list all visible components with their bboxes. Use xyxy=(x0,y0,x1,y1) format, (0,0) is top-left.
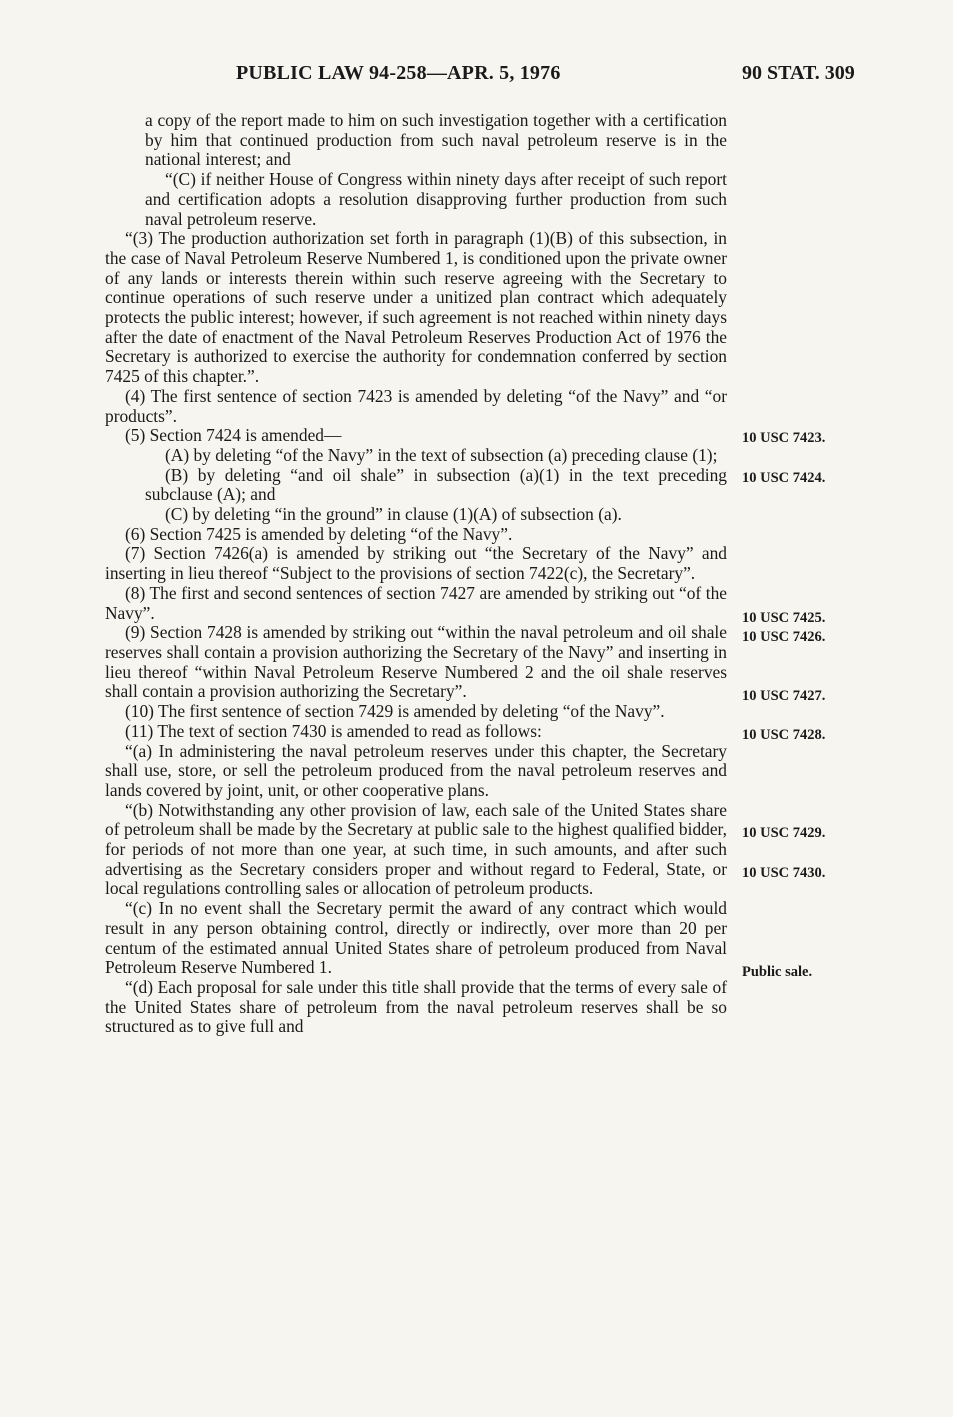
paragraph-7: (7) Section 7426(a) is amended by striking out “the Secretary of the Navy” and inserting in lieu thereof “Subject to the provisions of section 7422(c), the Secretary”. xyxy=(105,543,727,584)
paragraph-5: (5) Section 7424 is amended— xyxy=(125,425,342,446)
margin-note-7429: 10 USC 7429. xyxy=(742,825,826,841)
margin-note-7430: 10 USC 7430. xyxy=(742,865,826,881)
margin-note-public-sale: Public sale. xyxy=(742,964,813,980)
paragraph-4: (4) The first sentence of section 7423 is amended by deleting “of the Navy” and “or products”. xyxy=(105,385,727,426)
paragraph-9: (9) Section 7428 is amended by striking out “within the naval petroleum and oil shale reserves shall contain a provision authorizing the Secretary of the Navy” and inserting in lieu thereof “within Naval Petroleum Reserve Numbered 2 and the oil shale reserves shall contain a provision authorizing the Secretary”. xyxy=(105,622,727,702)
paragraph-5a: (A) by deleting “of the Navy” in the text of subsection (a) preceding clause (1); xyxy=(165,444,718,465)
paragraph-11a: “(a) In administering the naval petroleum reserves under this chapter, the Secretary shall use, store, or sell the petroleum produced from the naval petroleum reserves and lands covered by joint, unit, or other cooperative plans. xyxy=(105,740,727,800)
page-header xyxy=(0,62,953,92)
margin-note-7428: 10 USC 7428. xyxy=(742,727,826,743)
paragraph-clause-c: “(C) if neither House of Congress within ninety days after receipt of such report and certification adopts a resolution disapproving further production from such naval petroleum reserve. xyxy=(145,169,727,229)
paragraph-11c: “(c) In no event shall the Secretary permit the award of any contract which would result in any person obtaining control, directly or indirectly, over more than 20 per centum of the estimated annual United States share of petroleum produced from Naval Petroleum Reserve Numbered 1. xyxy=(105,898,727,978)
paragraph-10: (10) The first sentence of section 7429 is amended by deleting “of the Navy”. xyxy=(125,701,665,722)
paragraph-11b: “(b) Notwithstanding any other provision of law, each sale of the United States share of petroleum shall be made by the Secretary at public sale to the highest qualified bidder, for periods of not more than one year, at such time, in such amounts, and after such advertising as the Secretary considers proper and without regard to Federal, State, or local regulations controlling sales or allocation of petroleum products. xyxy=(105,799,727,899)
margin-note-7425: 10 USC 7425. xyxy=(742,610,826,626)
paragraph-5c: (C) by deleting “in the ground” in clause (1)(A) of subsection (a). xyxy=(165,504,622,525)
paragraph-11: (11) The text of section 7430 is amended to read as follows: xyxy=(125,720,542,741)
page-title: PUBLIC LAW 94-258—APR. 5, 1976 xyxy=(236,62,561,84)
statute-page-number: 90 STAT. 309 xyxy=(742,62,855,84)
body-text xyxy=(105,111,727,1037)
margin-note-7427: 10 USC 7427. xyxy=(742,688,826,704)
margin-note-7424: 10 USC 7424. xyxy=(742,470,826,486)
paragraph-8: (8) The first and second sentences of section 7427 are amended by striking out “of the Navy”. xyxy=(105,582,727,623)
margin-note-7423: 10 USC 7423. xyxy=(742,430,826,446)
paragraph-continuation: a copy of the report made to him on such investigation together with a certification by him that continued production from such naval petroleum reserve is in the national interest; and xyxy=(145,110,727,170)
paragraph-5b: (B) by deleting “and oil shale” in subsection (a)(1) in the text preceding subclause (A); and xyxy=(145,464,727,505)
margin-note-7426: 10 USC 7426. xyxy=(742,629,826,645)
paragraph-11d: “(d) Each proposal for sale under this title shall provide that the terms of every sale of the United States share of petroleum from the naval petroleum reserves shall be so structured as to give full and xyxy=(105,976,727,1037)
paragraph-3: “(3) The production authorization set forth in paragraph (1)(B) of this subsection, in the case of Naval Petroleum Reserve Numbered 1, is conditioned upon the private owner of any lands or interests therein within such reserve agreeing with the Secretary to continue operations of such reserve under a unitized plan contract which adequately protects the public interest; however, if such agreement is not reached within ninety days after the date of enactment of the Naval Petroleum Reserves Production Act of 1976 the Secretary is authorized to exercise the authority for condemnation conferred by section 7425 of this chapter.”. xyxy=(105,228,727,387)
paragraph-6: (6) Section 7425 is amended by deleting “of the Navy”. xyxy=(125,523,513,544)
